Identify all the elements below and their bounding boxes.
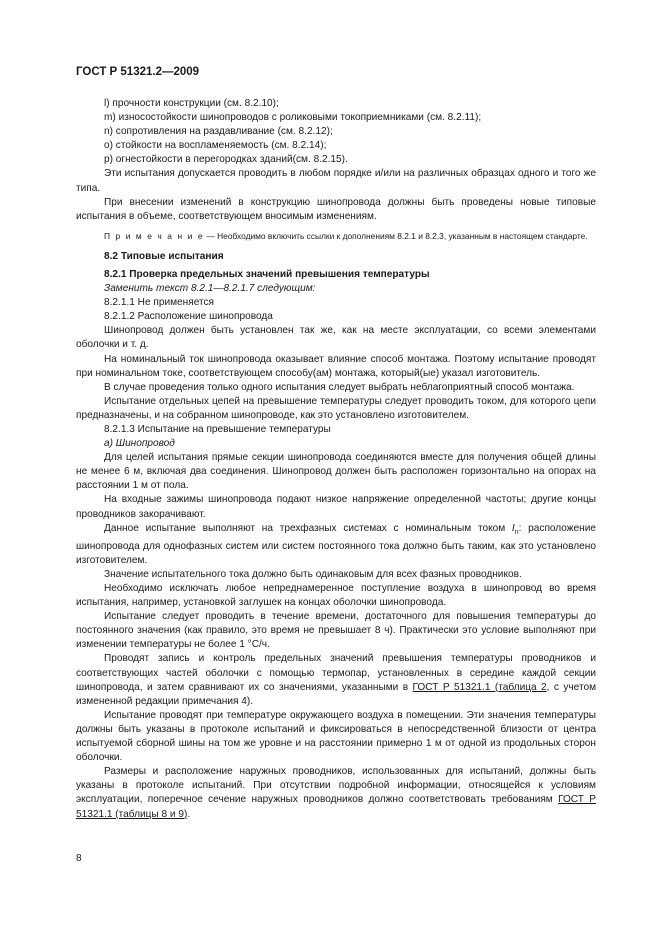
text-span: Данное испытание выполняют на трехфазных системах с номинальным током (104, 522, 512, 534)
paragraph: На номинальный ток шинопровода оказывает влияние способ монтажа. Поэтому испытание проводят при номинальном токе, соответствующем способу(ам) монтажа, который(ые) указал изготовитель. (76, 353, 596, 379)
paragraph: Значение испытательного тока должно быть одинаковым для всех фазных проводников. (104, 568, 522, 580)
text-span: Размеры и расположение наружных проводников, использованных для испытаний, должны быть указаны в протоколе испытаний. При отсутствии подробной информации, относящейся к условиям эксплуатации, поперечное сечение наружных проводников должно соответствовать требованиям (76, 766, 596, 806)
section-heading: 8.2 Типовые испытания (104, 250, 224, 262)
paragraph: При внесении изменений в конструкцию шинопровода должны быть проведены новые типовые испытания в объеме, соответствующем вносимым изменениям. (76, 196, 596, 222)
paragraph: Испытание отдельных цепей на превышение температуры следует проводить током, для которого цепи предназначены, и на собранном шинопроводе, как это установлено изготовителем. (76, 395, 596, 421)
paragraph (76, 522, 596, 568)
note (76, 230, 596, 242)
text-span: . (187, 808, 191, 820)
subsection-heading: 8.2.1 Проверка предельных значений превышения температуры (104, 268, 430, 280)
paragraph: Испытание следует проводить в течение времени, достаточного для повышения температуры до постоянного значения (как правило, это время не превышает 8 ч). Практически это условие выполняют при изменении температуры не более 1 °С/ч. (76, 611, 596, 651)
current-subscript: n (514, 528, 519, 536)
list-item: m) износостойкости шинопроводов с роликовыми токоприемниками (см. 8.2.11); (104, 112, 482, 124)
paragraph: В случае проведения только одного испытания следует выбрать неблагоприятный способ монтажа. (104, 381, 575, 393)
current-symbol: I (511, 522, 515, 534)
text-span: , с учетом измененной редакции примечания 4). (76, 681, 597, 707)
text-span: : расположение шинопровода для однофазных систем или систем постоянного тока должно быть таким, как это установлено изготовителем. (76, 522, 597, 566)
page-number: 8 (76, 853, 82, 864)
note-text: — Необходимо включить ссылки к дополнениям 8.2.1 и 8.2.3, указанным в настоящем стандарте. (204, 230, 588, 241)
clause: 8.2.1.2 Расположение шинопровода (104, 311, 273, 323)
page-body (76, 97, 596, 822)
gost-reference-link[interactable]: ГОСТ Р 51321.1 (таблицы 8 и 9) (76, 794, 596, 820)
note-label: П р и м е ч а н и е (104, 230, 205, 241)
document-header: ГОСТ Р 51321.2—2009 (76, 66, 200, 78)
paragraph: Необходимо исключать любое непреднамеренное поступление воздуха в шинопровод во время испытания, например, установкой заглушек на концах оболочки шинопровода. (76, 583, 596, 609)
paragraph: На входные зажимы шинопровода подают низкое напряжение определенной частоты; другие концы проводников закорачивают. (76, 494, 596, 520)
paragraph: Испытание проводят при температуре окружающего воздуха в помещении. Эти значения температуры должны быть указаны в протоколе испытаний и фиксироваться в непосредственной близости от центра испытуемой сборной шины на том же уровне и на расстоянии примерно 1 м от одной из продольных сторон оболочки. (76, 709, 596, 764)
paragraph: Шинопровод должен быть установлен так же, как на месте эксплуатации, со всеми элементами оболочки и т. д. (76, 325, 596, 351)
list-item: p) огнестойкости в перегородках зданий(см. 8.2.15). (104, 154, 348, 166)
list-item: l) прочности конструкции (см. 8.2.10); (104, 98, 279, 109)
text-span: Проводят запись и контроль предельных значений превышения температуры проводников и соответствующих частей оболочки с помощью термопар, установленных в середине каждой секции шинопровода, и затем сравнивают их со значениями, указанными в (76, 653, 596, 693)
replace-instruction: Заменить текст 8.2.1—8.2.1.7 следующим: (104, 283, 316, 295)
list-item: n) сопротивления на раздавливание (см. 8.2.12); (104, 126, 333, 138)
paragraph (76, 652, 596, 708)
paragraph (76, 765, 596, 821)
list-item: o) стойкости на воспламеняемость (см. 8.2.14); (104, 140, 327, 152)
gost-reference-link[interactable]: ГОСТ Р 51321.1 (таблица 2 (412, 681, 547, 693)
paragraph: Для целей испытания прямые секции шинопровода соединяются вместе для получения общей длины не менее 6 м, включая два соединения. Шинопровод должен быть расположен горизонтально на опорах на расстоянии 1 м от пола. (76, 452, 596, 492)
clause: 8.2.1.3 Испытание на превышение температуры (104, 423, 331, 435)
paragraph: Эти испытания допускается проводить в любом порядке и/или на различных образцах одного и того же типа. (76, 168, 596, 194)
list-item: а) Шинопровод (104, 438, 175, 450)
clause: 8.2.1.1 Не применяется (104, 297, 214, 309)
